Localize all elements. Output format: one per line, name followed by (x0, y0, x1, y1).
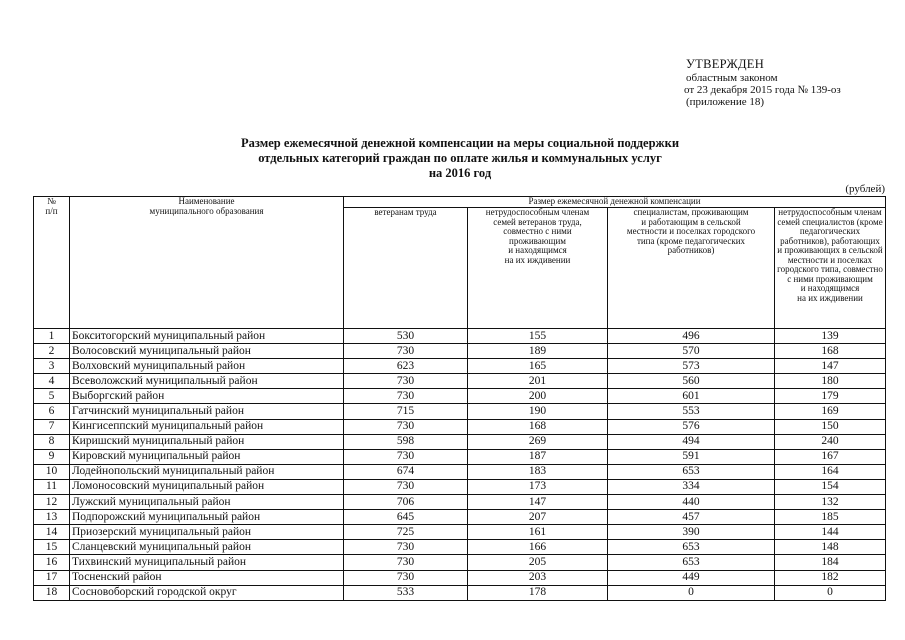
specialist-family-cell: 132 (775, 495, 886, 510)
labour-veterans-cell: 645 (344, 510, 468, 525)
row-number-cell: 13 (34, 510, 70, 525)
rural-specialists-cell: 653 (608, 540, 775, 555)
labour-veterans-cell: 706 (344, 495, 468, 510)
municipality-cell: Ломоносовский муниципальный район (70, 479, 344, 494)
veteran-family-cell: 166 (468, 540, 608, 555)
municipality-cell: Киришский муниципальный район (70, 434, 344, 449)
rural-specialists-cell: 494 (608, 434, 775, 449)
table-row (34, 404, 886, 419)
rural-specialists-cell: 334 (608, 479, 775, 494)
table-row (34, 329, 886, 344)
municipality-cell: Кировский муниципальный район (70, 449, 344, 464)
veteran-family-cell: 207 (468, 510, 608, 525)
header-rural-specialists: специалистам, проживающим и работающим в сельской местности и поселках городского типа (кроме педагогических работников) (608, 208, 775, 329)
table-row (34, 510, 886, 525)
veteran-family-cell: 155 (468, 329, 608, 344)
table-row (34, 525, 886, 540)
rural-specialists-cell: 653 (608, 555, 775, 570)
table-row (34, 449, 886, 464)
row-number-cell: 9 (34, 449, 70, 464)
labour-veterans-cell: 730 (344, 344, 468, 359)
veteran-family-cell: 190 (468, 404, 608, 419)
rural-specialists-cell: 601 (608, 389, 775, 404)
approval-line-2: от 23 декабря 2015 года № 139-оз (684, 84, 841, 96)
header-veteran-family: нетрудоспособным членам семей ветеранов труда, совместно с ними проживающим и находящимся на их иждивении (468, 208, 608, 329)
veteran-family-cell: 147 (468, 495, 608, 510)
specialist-family-cell: 182 (775, 570, 886, 585)
document-title (150, 136, 770, 181)
table-row (34, 419, 886, 434)
specialist-family-cell: 150 (775, 419, 886, 434)
veteran-family-cell: 178 (468, 585, 608, 600)
specialist-family-cell: 139 (775, 329, 886, 344)
municipality-cell: Сосновоборский городской округ (70, 585, 344, 600)
specialist-family-cell: 0 (775, 585, 886, 600)
labour-veterans-cell: 530 (344, 329, 468, 344)
veteran-family-cell: 187 (468, 449, 608, 464)
table-row (34, 359, 886, 374)
title-line-1: Размер ежемесячной денежной компенсации на меры социальной поддержки (240, 136, 680, 150)
municipality-cell: Тосненский район (70, 570, 344, 585)
row-number-cell: 5 (34, 389, 70, 404)
municipality-cell: Лодейнопольский муниципальный район (70, 464, 344, 479)
table-row (34, 344, 886, 359)
specialist-family-cell: 144 (775, 525, 886, 540)
title-line-2: отдельных категорий граждан по оплате жилья и коммунальных услуг (258, 151, 662, 165)
veteran-family-cell: 183 (468, 464, 608, 479)
approval-line-1: областным законом (686, 72, 778, 84)
labour-veterans-cell: 730 (344, 570, 468, 585)
rural-specialists-cell: 570 (608, 344, 775, 359)
labour-veterans-cell: 623 (344, 359, 468, 374)
header-municipality: Наименование муниципального образования (70, 197, 344, 329)
veteran-family-cell: 205 (468, 555, 608, 570)
specialist-family-cell: 240 (775, 434, 886, 449)
row-number-cell: 11 (34, 479, 70, 494)
labour-veterans-cell: 533 (344, 585, 468, 600)
row-number-cell: 2 (34, 344, 70, 359)
specialist-family-cell: 179 (775, 389, 886, 404)
veteran-family-cell: 165 (468, 359, 608, 374)
specialist-family-cell: 180 (775, 374, 886, 389)
veteran-family-cell: 168 (468, 419, 608, 434)
row-number-cell: 17 (34, 570, 70, 585)
labour-veterans-cell: 730 (344, 540, 468, 555)
table-row (34, 389, 886, 404)
municipality-cell: Тихвинский муниципальный район (70, 555, 344, 570)
table-row (34, 585, 886, 600)
rural-specialists-cell: 653 (608, 464, 775, 479)
municipality-cell: Подпорожский муниципальный район (70, 510, 344, 525)
specialist-family-cell: 185 (775, 510, 886, 525)
specialist-family-cell: 147 (775, 359, 886, 374)
table-row (34, 464, 886, 479)
specialist-family-cell: 167 (775, 449, 886, 464)
rural-specialists-cell: 496 (608, 329, 775, 344)
labour-veterans-cell: 730 (344, 449, 468, 464)
labour-veterans-cell: 730 (344, 555, 468, 570)
specialist-family-cell: 168 (775, 344, 886, 359)
veteran-family-cell: 161 (468, 525, 608, 540)
labour-veterans-cell: 730 (344, 419, 468, 434)
header-row-number: № п/п (34, 197, 70, 329)
row-number-cell: 15 (34, 540, 70, 555)
row-number-cell: 18 (34, 585, 70, 600)
title-line-3: на 2016 год (428, 166, 492, 180)
rural-specialists-cell: 449 (608, 570, 775, 585)
municipality-cell: Лужский муниципальный район (70, 495, 344, 510)
table-row (34, 374, 886, 389)
veteran-family-cell: 200 (468, 389, 608, 404)
veteran-family-cell: 173 (468, 479, 608, 494)
veteran-family-cell: 201 (468, 374, 608, 389)
labour-veterans-cell: 598 (344, 434, 468, 449)
table-row (34, 434, 886, 449)
rural-specialists-cell: 573 (608, 359, 775, 374)
table-row (34, 540, 886, 555)
specialist-family-cell: 154 (775, 479, 886, 494)
approval-stamp (686, 58, 901, 108)
row-number-cell: 4 (34, 374, 70, 389)
veteran-family-cell: 269 (468, 434, 608, 449)
table-row (34, 555, 886, 570)
rural-specialists-cell: 457 (608, 510, 775, 525)
row-number-cell: 6 (34, 404, 70, 419)
veteran-family-cell: 189 (468, 344, 608, 359)
rural-specialists-cell: 576 (608, 419, 775, 434)
specialist-family-cell: 184 (775, 555, 886, 570)
specialist-family-cell: 164 (775, 464, 886, 479)
municipality-cell: Бокситогорский муниципальный район (70, 329, 344, 344)
row-number-cell: 14 (34, 525, 70, 540)
approval-head: УТВЕРЖДЕН (686, 57, 765, 71)
row-number-cell: 7 (34, 419, 70, 434)
rural-specialists-cell: 440 (608, 495, 775, 510)
table-row (34, 479, 886, 494)
row-number-cell: 8 (34, 434, 70, 449)
municipality-cell: Волосовский муниципальный район (70, 344, 344, 359)
municipality-cell: Всеволожский муниципальный район (70, 374, 344, 389)
municipality-cell: Гатчинский муниципальный район (70, 404, 344, 419)
municipality-cell: Выборгский район (70, 389, 344, 404)
row-number-cell: 3 (34, 359, 70, 374)
row-number-cell: 10 (34, 464, 70, 479)
header-specialist-family: нетрудоспособным членам семей специалистов (кроме педагогических работников), работающих и проживающих в сельской местности и поселках городского типа, совместно с ними проживающим и находящимся на их иждивении (775, 208, 886, 329)
table-row (34, 570, 886, 585)
municipality-cell: Волховский муниципальный район (70, 359, 344, 374)
labour-veterans-cell: 725 (344, 525, 468, 540)
header-compensation-group: Размер ежемесячной денежной компенсации (344, 197, 886, 208)
compensation-table (33, 196, 886, 601)
approval-line-3: (приложение 18) (686, 96, 765, 108)
unit-label: (рублей) (845, 183, 885, 195)
rural-specialists-cell: 591 (608, 449, 775, 464)
row-number-cell: 12 (34, 495, 70, 510)
rural-specialists-cell: 560 (608, 374, 775, 389)
table-body (34, 329, 886, 601)
labour-veterans-cell: 730 (344, 479, 468, 494)
veteran-family-cell: 203 (468, 570, 608, 585)
municipality-cell: Кингисеппский муниципальный район (70, 419, 344, 434)
labour-veterans-cell: 715 (344, 404, 468, 419)
municipality-cell: Приозерский муниципальный район (70, 525, 344, 540)
rural-specialists-cell: 390 (608, 525, 775, 540)
specialist-family-cell: 169 (775, 404, 886, 419)
row-number-cell: 16 (34, 555, 70, 570)
rural-specialists-cell: 553 (608, 404, 775, 419)
labour-veterans-cell: 730 (344, 389, 468, 404)
specialist-family-cell: 148 (775, 540, 886, 555)
labour-veterans-cell: 730 (344, 374, 468, 389)
table-row (34, 495, 886, 510)
row-number-cell: 1 (34, 329, 70, 344)
labour-veterans-cell: 674 (344, 464, 468, 479)
rural-specialists-cell: 0 (608, 585, 775, 600)
header-labour-veterans: ветеранам труда (344, 208, 468, 329)
municipality-cell: Сланцевский муниципальный район (70, 540, 344, 555)
